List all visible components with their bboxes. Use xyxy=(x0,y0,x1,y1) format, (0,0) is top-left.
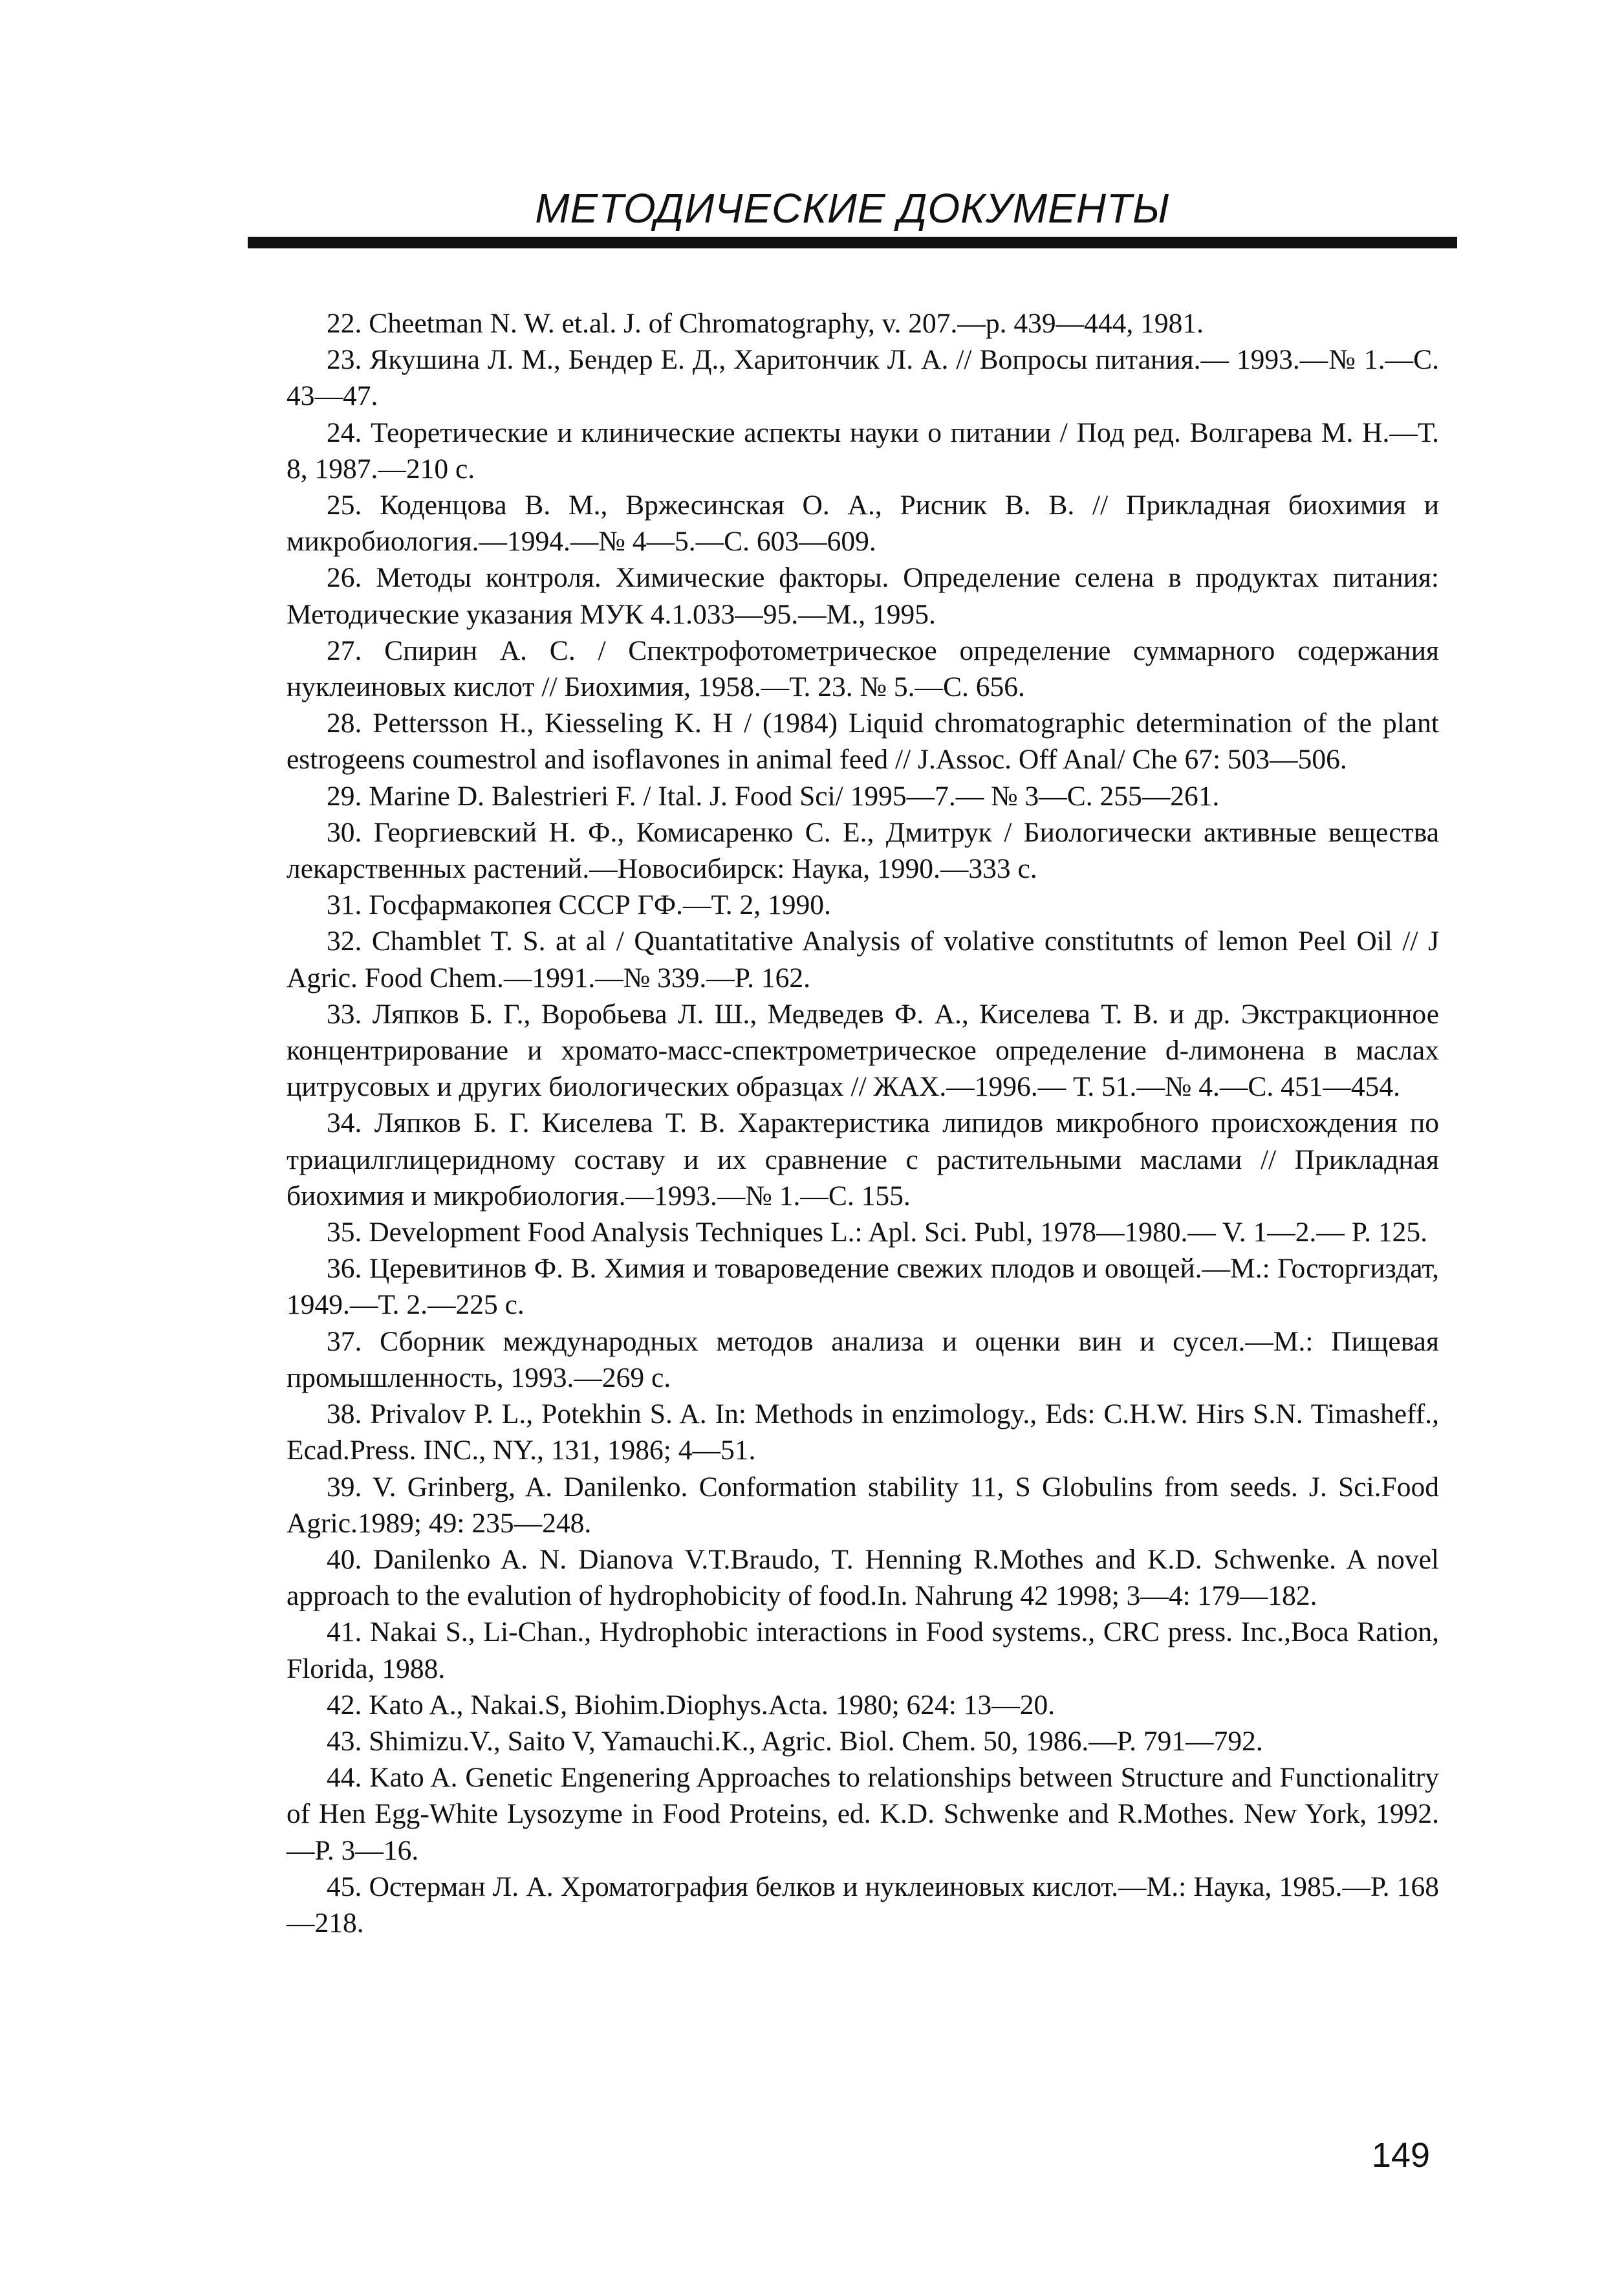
header-rule xyxy=(248,237,1457,248)
reference-item: 37. Сборник международных методов анализа и оценки вин и сусел.—М.: Пищевая промышленность, 1993.—269 с. xyxy=(287,1325,1439,1393)
reference-item: 41. Nakai S., Li-Chan., Hydrophobic interactions in Food systems., CRC press. Inc.,Boca Ration, Florida, 1988. xyxy=(287,1616,1439,1684)
reference-item: 40. Danilenko A. N. Dianova V.T.Braudo, T. Henning R.Mothes and K.D. Schwenke. A novel approach to the evalution of hydrophobicity of food.In. Nahrung 42 1998; 3—4: 179—182. xyxy=(287,1543,1439,1612)
reference-item: 35. Development Food Analysis Techniques L.: Apl. Sci. Publ, 1978—1980.— V. 1—2.— P. 125. xyxy=(327,1217,1427,1248)
reference-item: 33. Ляпков Б. Г., Воробьева Л. Ш., Медведев Ф. А., Киселева Т. В. и др. Экстракционное концентрирование и хромато-масс-спектрометрическое определение d-лимонена в маслах цитрусовых и других биологических образцах // ЖАХ.—1996.— Т. 51.—№ 4.—С. 451—454. xyxy=(287,998,1439,1103)
page-number: 149 xyxy=(1371,2136,1430,2175)
section-title: МЕТОДИЧЕСКИЕ ДОКУМЕНТЫ xyxy=(535,185,1170,232)
reference-item: 43. Shimizu.V., Saito V, Yamauchi.K., Agric. Biol. Chem. 50, 1986.—P. 791—792. xyxy=(327,1725,1263,1757)
reference-item: 34. Ляпков Б. Г. Киселева Т. В. Характеристика липидов микробного происхождения по триацилглицеридному составу и их сравнение с растительными маслами // Прикладная биохимия и микробиология.—1993.—№ 1.—С. 155. xyxy=(287,1107,1439,1212)
reference-item: 24. Теоретические и клинические аспекты науки о питании / Под ред. Волгарева М. Н.—Т. 8, 1987.—210 с. xyxy=(287,417,1439,484)
reference-item: 31. Госфармакопея СССР ГФ.—Т. 2, 1990. xyxy=(327,889,831,921)
reference-item: 38. Privalov P. L., Potekhin S. A. In: Methods in enzimology., Eds: C.H.W. Hirs S.N. Timasheff., Ecad.Press. INC., NY., 131, 1986; 4—51. xyxy=(287,1398,1439,1466)
reference-item: 39. V. Grinberg, A. Danilenko. Conformation stability 11, S Globulins from seeds. J. Sci.Food Agric.1989; 49: 235—248. xyxy=(287,1471,1439,1539)
reference-item: 26. Методы контроля. Химические факторы. Определение селена в продуктах питания: Методические указания МУК 4.1.033—95.—М., 1995. xyxy=(287,562,1439,630)
reference-item: 28. Pettersson H., Kiesseling K. H / (1984) Liquid chromatographic determination of the plant estrogeens coumestrol and isoflavones in animal feed // J.Assoc. Off Anal/ Che 67: 503—506. xyxy=(287,708,1439,776)
running-header xyxy=(248,185,1457,248)
reference-item: 22. Cheetman N. W. et.al. J. of Chromatography, v. 207.—p. 439—444, 1981. xyxy=(327,308,1204,339)
reference-item: 29. Marine D. Balestrieri F. / Ital. J. Food Sci/ 1995—7.— № 3—C. 255—261. xyxy=(327,780,1220,812)
reference-item: 42. Kato A., Nakai.S, Biohim.Diophys.Acta. 1980; 624: 13—20. xyxy=(327,1689,1056,1721)
reference-item: 45. Остерман Л. А. Хроматография белков и нуклеиновых кислот.—М.: Наука, 1985.—Р. 168—218. xyxy=(287,1871,1439,1939)
reference-item: 44. Kato A. Genetic Engenering Approaches to relationships between Structure and Functionalitry of Hen Egg-White Lysozyme in Food Proteins, ed. K.D. Schwenke and R.Mothes. New York, 1992.—P. 3—16. xyxy=(287,1762,1439,1866)
reference-item: 30. Георгиевский Н. Ф., Комисаренко С. Е., Дмитрук / Биологически активные вещества лекарственных растений.—Новосибирск: Наука, 1990.—333 с. xyxy=(287,816,1439,885)
reference-item: 25. Коденцова В. М., Вржесинская О. А., Рисник В. В. // Прикладная биохимия и микробиология.—1994.—№ 4—5.—С. 603—609. xyxy=(287,490,1439,558)
reference-item: 36. Церевитинов Ф. В. Химия и товароведение свежих плодов и овощей.—М.: Госторгиздат, 1949.—Т. 2.—225 с. xyxy=(287,1253,1439,1321)
reference-item: 27. Спирин А. С. / Спектрофотометрическое определение суммарного содержания нуклеиновых кислот // Биохимия, 1958.—Т. 23. № 5.—С. 656. xyxy=(287,635,1439,703)
reference-item: 32. Chamblet T. S. at al / Quantatitative Analysis of volative constitutnts of lemon Peel Oil // J Agric. Food Chem.—1991.—№ 339.—P. 162. xyxy=(287,926,1439,994)
reference-item: 23. Якушина Л. М., Бендер Е. Д., Харитончик Л. А. // Вопросы питания.— 1993.—№ 1.—С. 43—47. xyxy=(287,344,1439,412)
reference-list xyxy=(287,305,1439,1941)
